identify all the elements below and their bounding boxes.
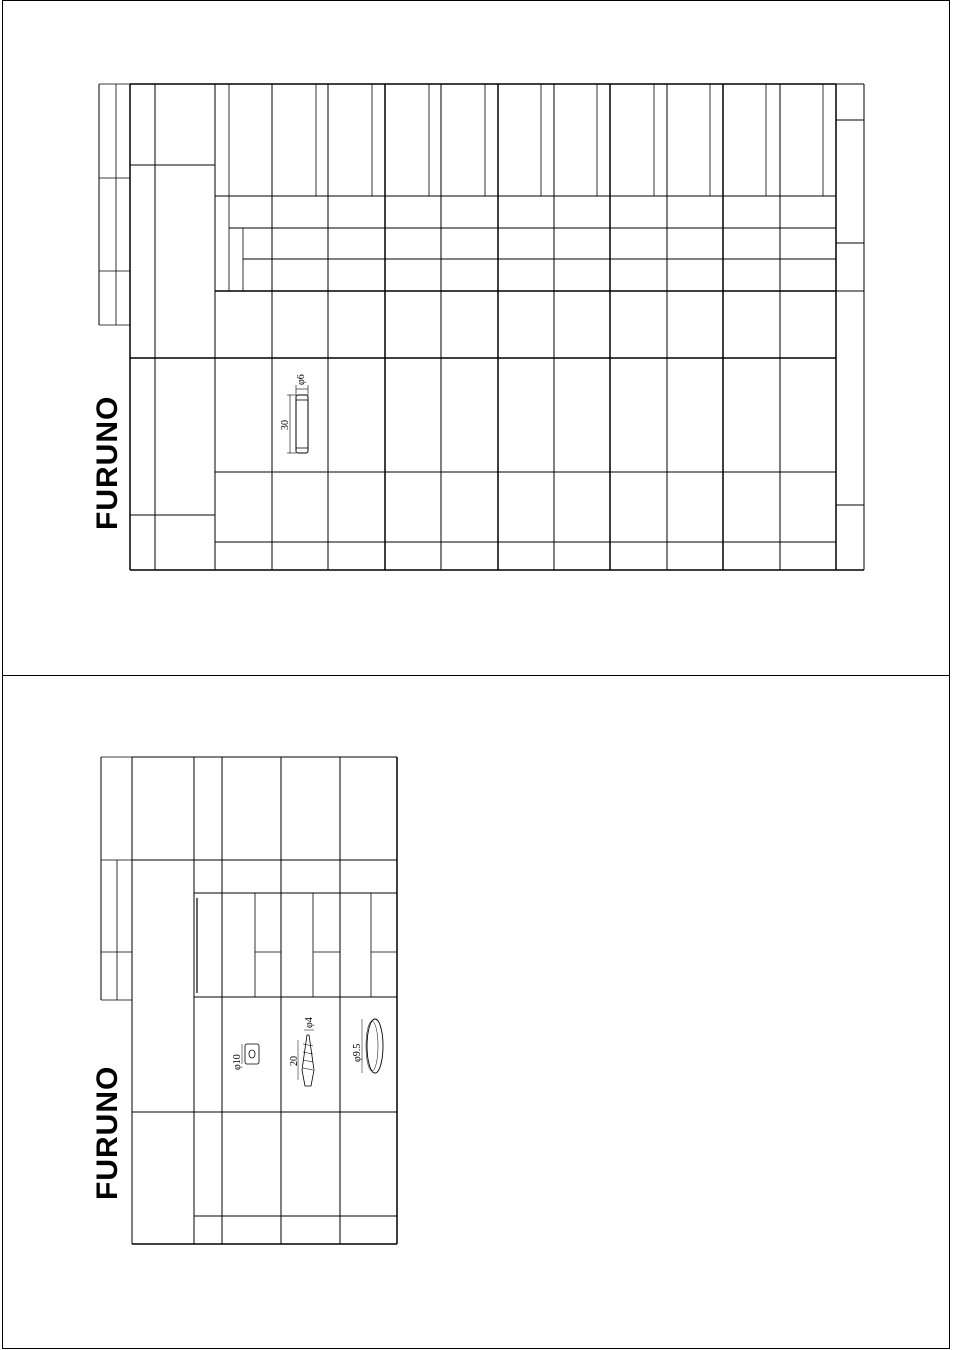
fuse-drawing [287, 385, 308, 453]
cap-diameter-label: φ9.5 [352, 1043, 363, 1062]
bottom-table-grid [101, 757, 397, 1244]
fuse-diameter-label: φ6 [296, 374, 307, 385]
top-table-grid [99, 84, 864, 570]
screw-drawing [298, 1030, 314, 1086]
screw-length-label: 20 [289, 1056, 300, 1066]
cap-drawing [362, 1019, 383, 1073]
washer-diameter-label: φ10 [232, 1054, 243, 1070]
screw-diameter-label: φ4 [304, 1017, 315, 1028]
fuse-length-label: 30 [280, 420, 291, 430]
washer-drawing [242, 1044, 259, 1064]
logo-text: FURUNO [91, 395, 124, 530]
logo-text: FURUNO [91, 1065, 124, 1200]
